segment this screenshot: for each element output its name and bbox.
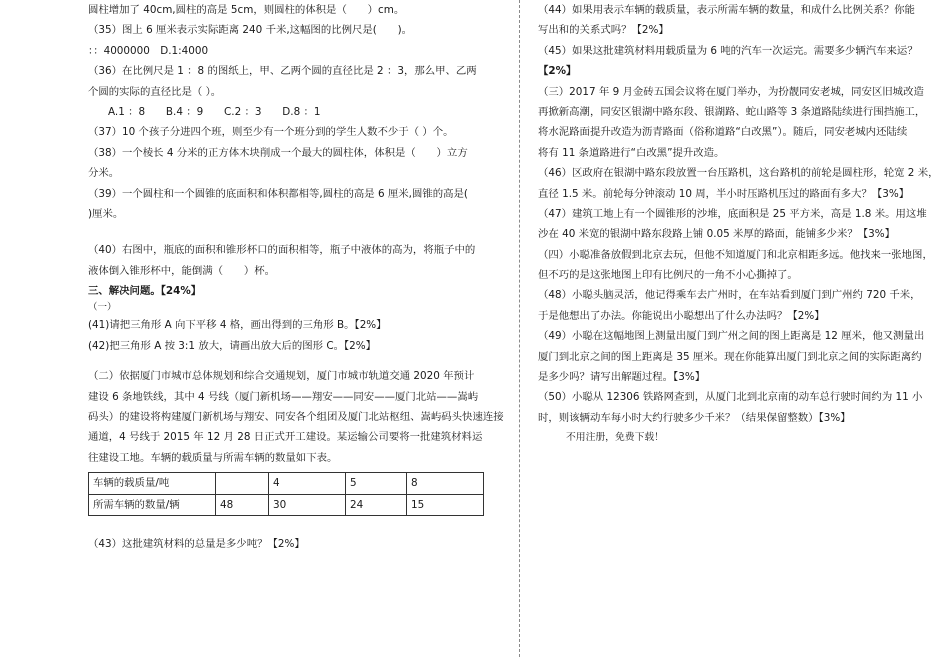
text-line: 写出和的关系式吗？【2%】 <box>538 24 669 37</box>
paragraph-line: 往建设工地。车辆的载质量与所需车辆的数量如下表。 <box>88 451 338 464</box>
question-42: (42)把三角形 A 按 3:1 放大，请画出放大后的图形 C。【2%】 <box>88 339 377 352</box>
text-line: 直径 1.5 米。前轮每分钟滚动 10 周，半小时压路机压过的路面有多大？【3%】 <box>538 187 910 200</box>
question-37: （37）10 个孩子分进四个班，则至少有一个班分到的学生人数不少于（ ）个。 <box>88 126 454 139</box>
options-36: A.1 ：8 B.4 ：9 C.2 ：3 D.8 ：1 <box>108 105 321 118</box>
table-cell: 30 <box>269 494 346 515</box>
question-47: （47）建筑工地上有一个圆锥形的沙堆，底面积是 25 平方米，高是 1.8 米。用这堆 <box>538 207 927 220</box>
table-cell: 8 <box>407 473 484 494</box>
question-46: （46）区政府在银湖中路东段放置一台压路机，这台路机的前轮是圆柱形，轮宽 2 米， <box>538 167 939 180</box>
paragraph-line: 码头）的建设将构建厦门新机场与翔安、同安各个组团及厦门北站枢纽、嵩屿码头快速连接 <box>88 411 504 424</box>
question-36: （36）在比例尺是 1 ：8 的图纸上，甲、乙两个圆的直径比是 2 ：3，那么甲、乙两 <box>88 65 477 78</box>
subsection-1: （一） <box>88 302 117 314</box>
question-48: （48）小聪头脑灵活，他记得乘车去广州时，在车站看到厦门到广州约 720 千米， <box>538 289 921 302</box>
text-line: 但不巧的是这张地图上印有比例尺的一角不小心撕掉了。 <box>538 269 798 282</box>
question-39: （39）一个圆柱和一个圆锥的底面积和体积都相等,圆柱的高是 6 厘米,圆锥的高是( <box>88 187 468 200</box>
options-35: ：：4000000 D.1:4000 <box>88 44 209 57</box>
footer-note: 不用注册，免费下载！ <box>566 432 664 444</box>
table-cell: 15 <box>407 494 484 515</box>
text-line: 沙在 40 米宽的银湖中路东段路上铺 0.05 米厚的路面，能铺多少米？【3%】 <box>538 228 895 241</box>
table-cell <box>216 473 269 494</box>
left-column <box>88 0 504 554</box>
text-line: 个圆的实际的直径比是（ ）。 <box>88 85 222 98</box>
question-43: （43）这批建筑材料的总量是多少吨？【2%】 <box>88 538 305 551</box>
question-40: （40）右图中，瓶底的面积和锥形杯口的面积相等，瓶子中液体的高为，将瓶子中的 <box>88 244 476 257</box>
table-cell: 48 <box>216 494 269 515</box>
text-line: 圆柱增加了 40cm,圆柱的高是 5cm，则圆柱的体积是（ ）cm。 <box>88 4 405 16</box>
table-row <box>89 494 484 515</box>
paragraph-line: 建设 6 条地铁线，其中 4 号线（厦门新机场——翔安——同安——厦门北站——嵩屿 <box>88 390 479 403</box>
text-line: 时，则该辆动车每小时大约行驶多少千米？（结果保留整数）【3%】 <box>538 411 851 424</box>
question-41: (41)请把三角形 A 向下平移 4 格，画出得到的三角形 B。【2%】 <box>88 319 387 332</box>
paragraph-line: （二）依据厦门市城市总体规划和综合交通规划，厦门市城市轨道交通 2020 年预计 <box>88 370 475 383</box>
text-line: 厦门到北京之间的图上距离是 35 厘米。现在你能算出厦门到北京之间的实际距离约 <box>538 350 922 363</box>
subsection-4: （四）小聪准备放假到北京去玩，但他不知道厦门和北京相距多远。他找来一张地图， <box>538 248 933 261</box>
text-line: 再掀新高潮，同安区银湖中路东段、银湖路、蛇山路等 3 条道路陆续进行围挡施工， <box>538 105 926 118</box>
subsection-3: （三）2017 年 9 月金砖五国会议将在厦门举办，为扮靓同安老城，同安区旧城改造 <box>538 85 924 98</box>
text-line: 【2%】 <box>538 65 577 78</box>
question-35: （35）图上 6 厘米表示实际距离 240 千米,这幅图的比例尺是( )。 <box>88 24 413 37</box>
text-line: 将有 11 条道路进行“白改黑”提升改造。 <box>538 146 725 159</box>
question-45: （45）如果这批建筑材料用载质量为 6 吨的汽车一次运完。需要多少辆汽车来运？ <box>538 44 918 57</box>
text-line: 分米。 <box>88 167 120 180</box>
question-44: （44）如果用表示车辆的载质量，表示所需车辆的数量，和成什么比例关系？你能 <box>538 4 915 16</box>
text-line: )厘米。 <box>88 207 124 220</box>
text-line: 于是他想出了办法。你能说出小聪想出了什么办法吗？【2%】 <box>538 309 825 322</box>
right-column <box>538 0 940 449</box>
table-cell: 车辆的载质量/吨 <box>89 473 216 494</box>
table-row <box>89 473 484 494</box>
text-line: 将水泥路面提升改造为沥青路面（俗称道路“白改黑”）。随后，同安老城内还陆续 <box>538 126 908 139</box>
table-cell: 5 <box>346 473 407 494</box>
question-49: （49）小聪在这幅地图上测量出厦门到广州之间的图上距离是 12 厘米，他又测量出 <box>538 330 925 343</box>
vehicle-table <box>88 472 484 516</box>
column-divider <box>519 0 520 657</box>
section-3-title: 三、解决问题。【24%】 <box>88 285 202 298</box>
text-line: 是多少吗？请写出解题过程。【3%】 <box>538 371 706 384</box>
table-cell: 所需车辆的数量/辆 <box>89 494 216 515</box>
text-line: 液体倒入锥形杯中，能倒满（ ）杯。 <box>88 264 276 277</box>
table-cell: 24 <box>346 494 407 515</box>
paragraph-line: 通道，4 号线于 2015 年 12 月 28 日正式开工建设。某运输公司要将一批建筑材料运 <box>88 431 483 444</box>
question-50: （50）小聪从 12306 铁路网查到，从厦门北到北京南的动车总行驶时间约为 11 小 <box>538 391 923 404</box>
question-38: （38）一个棱长 4 分米的正方体木块削成一个最大的圆柱体，体积是（ ）立方 <box>88 146 468 159</box>
table-cell: 4 <box>269 473 346 494</box>
